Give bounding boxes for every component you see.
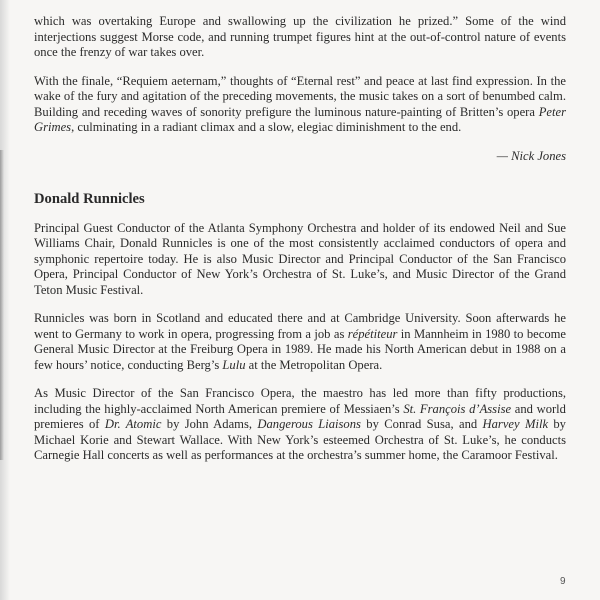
bio-paragraph-2 (34, 311, 566, 373)
text-run: in Mannheim in 1980 to become General Music Director at the Freiburg Opera in 1989. He made his North American debut in 1988 on a few hours’ notice, conducting Berg’s (34, 326, 566, 372)
page-number: 9 (560, 576, 566, 587)
opera-title: Lulu (222, 357, 246, 372)
bio-paragraph-3 (34, 386, 566, 464)
text-run: With the finale, “Requiem aeternam,” thoughts of “Eternal rest” and peace at last find expression. In the wake of the fury and agitation of the preceding movements, the music takes on a sort of benumbed calm. Building and receding waves of sonority prefigure the luminous nature-painting of Britten’s opera (34, 73, 566, 119)
text-run: by John Adams, (161, 417, 258, 431)
opera-title: Peter Grimes (34, 104, 566, 134)
text-run: by Michael Korie and Stewart Wallace. With New York’s esteemed Orchestra of St. Luke’s, he conducts Carnegie Hall concerts as well as performances at the orchestra’s summer home, the Caramoor Festival. (34, 417, 566, 462)
author-signature: — Nick Jones (496, 148, 566, 163)
opera-title: St. François d’Assise (403, 401, 512, 416)
italic-term: répétiteur (347, 326, 398, 341)
text-run: , culminating in a radiant climax and a slow, elegiac diminishment to the end. (71, 120, 462, 134)
finale-paragraph (34, 74, 566, 136)
text-run: As Music Director of the San Francisco Opera, the maestro has led more than fifty productions, including the highly-acclaimed North American premiere of Messiaen’s (34, 386, 566, 416)
opera-title: Harvey Milk (482, 417, 549, 431)
opera-title: Dangerous Liaisons (257, 417, 361, 431)
opera-title: Dr. Atomic (104, 417, 162, 431)
text-run: at the Metropolitan Opera. (245, 357, 383, 372)
binding-shadow (0, 150, 4, 460)
text-run: Runnicles was born in Scotland and educated there and at Cambridge University. Soon afterwards he went to Germany to work in opera, progressing from a job as (34, 311, 566, 341)
text-run: by Conrad Susa, and (360, 417, 483, 431)
text-run: and world premieres of (34, 401, 566, 431)
section-heading: Donald Runnicles (34, 190, 145, 207)
bio-paragraph-1: Principal Guest Conductor of the Atlanta Symphony Orchestra and holder of its endowed Neil and Sue Williams Chair, Donald Runnicles is one of the most consistently acclaimed conductors of opera and symphonic repertoire today. He is also Music Director and Principal Conductor of the San Francisco Opera, Principal Conductor of New York’s Orchestra of St. Luke’s, and Music Director of the Grand Teton Music Festival. (34, 220, 566, 297)
intro-paragraph: which was overtaking Europe and swallowing up the civilization he prized.” Some of the wind interjections suggest Morse code, and running trumpet figures hint at the out-of-control nature of events once the frenzy of war takes over. (34, 14, 566, 59)
booklet-page (34, 14, 566, 477)
